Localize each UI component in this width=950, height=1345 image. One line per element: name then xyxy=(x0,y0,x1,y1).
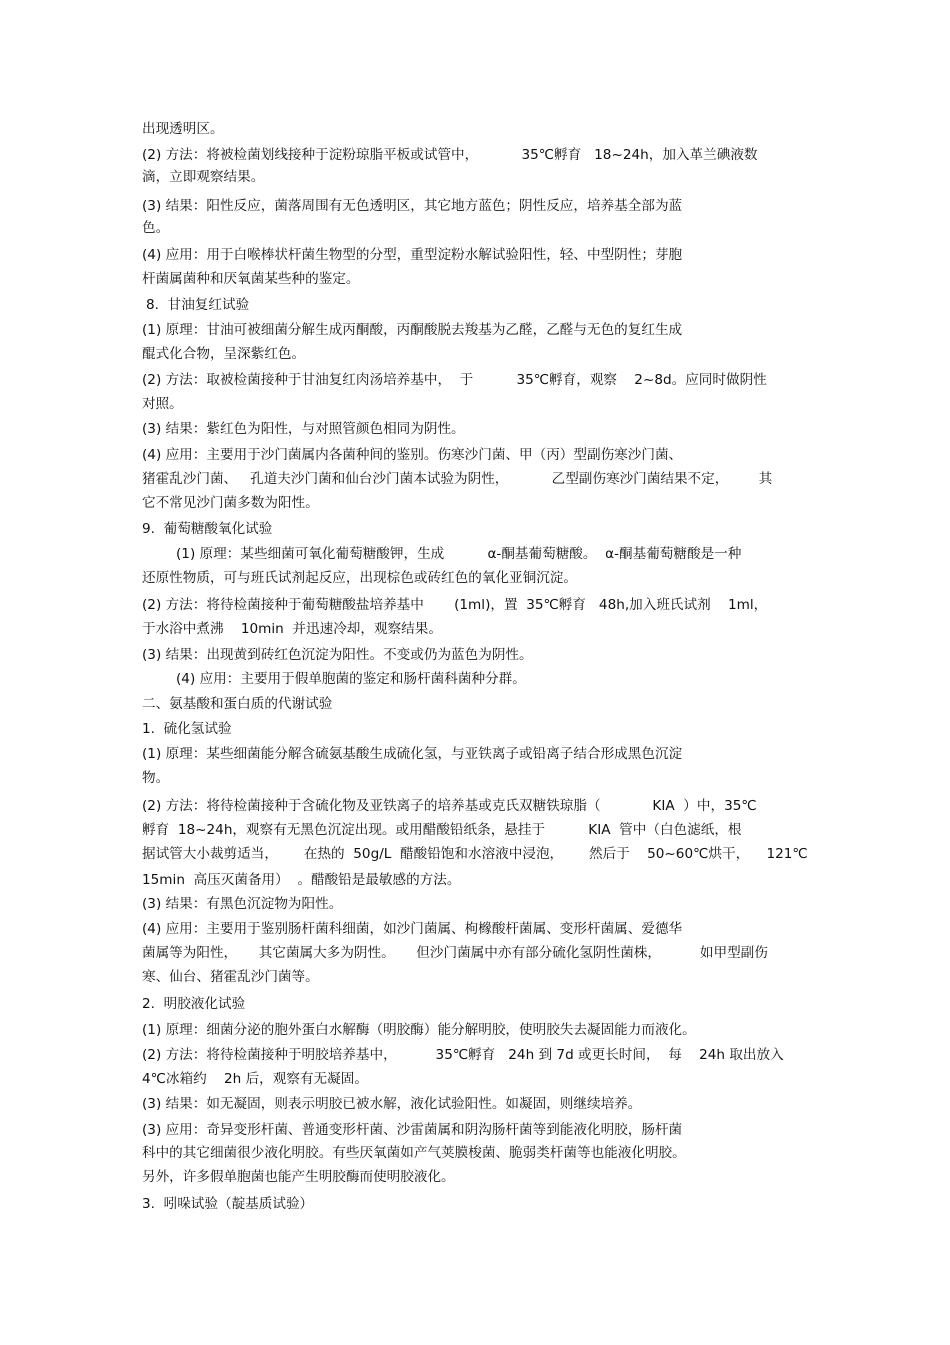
text-line: 物。 xyxy=(142,770,170,786)
text-line: 科中的其它细菌很少液化明胶。有些厌氧菌如产气荚膜梭菌、脆弱类杆菌等也能液化明胶。 xyxy=(142,1145,686,1161)
text-line: (4) 应用：主要用于沙门菌属内各菌种间的鉴别。伤寒沙门菌、甲（丙）型副伤寒沙门菌、 xyxy=(142,447,683,463)
text-line: 杆菌属菌种和厌氧菌某些种的鉴定。 xyxy=(142,271,360,287)
text-line: (3) 结果：阳性反应，菌落周围有无色透明区，其它地方蓝色；阴性反应，培养基全部为蓝 xyxy=(142,198,683,214)
text-line: 另外，许多假单胞菌也能产生明胶酶而使明胶液化。 xyxy=(142,1169,455,1185)
text-line: 孵育 18~24h，观察有无黑色沉淀出现。或用醋酸铅纸条，悬挂于 KIA 管中（白色滤纸，根 xyxy=(142,822,742,838)
text-line: 菌属等为阳性， 其它菌属大多为阴性。 但沙门菌属中亦有部分硫化氢阴性菌株， 如甲型副伤 xyxy=(142,945,768,961)
text-line: (2) 方法：取被检菌接种于甘油复红肉汤培养基中， 于 35℃孵育，观察 2~8d。应同时做阴性 xyxy=(142,372,767,388)
text-line: 出现透明区。 xyxy=(142,121,224,137)
text-line: 醌式化合物，呈深紫红色。 xyxy=(142,346,306,362)
text-line: (2) 方法：将被检菌划线接种于淀粉琼脂平板或试管中， 35℃孵育 18~24h，加入革兰碘液数 xyxy=(142,147,758,163)
text-line: (3) 应用：奇异变形杆菌、普通变形杆菌、沙雷菌属和阴沟肠杆菌等到能液化明胶，肠杆菌 xyxy=(142,1122,683,1138)
text-line: 色。 xyxy=(142,220,170,236)
text-line: (2) 方法：将待检菌接种于葡萄糖酸盐培养基中 (1ml)，置 35℃孵育 48h,加入班氏试剂 1ml， xyxy=(142,597,768,613)
text-line: 据试管大小裁剪适当， 在热的 50g/L 醋酸铅饱和水溶液中浸泡， 然后于 50~60℃烘干， 121℃ xyxy=(142,846,808,862)
text-line: 4℃冰箱约 2h 后，观察有无凝固。 xyxy=(142,1071,368,1087)
text-line: (3) 结果：如无凝固，则表示明胶已被水解，液化试验阳性。如凝固，则继续培养。 xyxy=(142,1096,642,1112)
text-line: 滴，立即观察结果。 xyxy=(142,169,265,185)
section-heading: 8. 甘油复红试验 xyxy=(146,297,250,313)
section-heading: 9. 葡萄糖酸氧化试验 xyxy=(142,521,273,537)
text-line: (4) 应用：用于白喉棒状杆菌生物型的分型，重型淀粉水解试验阳性，轻、中型阴性；芽胞 xyxy=(142,247,683,263)
text-line: (4) 应用：主要用于假单胞菌的鉴定和肠杆菌科菌种分群。 xyxy=(176,671,526,687)
text-line: (1) 原理：某些细菌能分解含硫氨基酸生成硫化氢，与亚铁离子或铅离子结合形成黑色沉淀 xyxy=(142,746,683,762)
text-line: 于水浴中煮沸 10min 并迅速冷却，观察结果。 xyxy=(142,621,442,637)
text-line: (3) 结果：有黑色沉淀物为阳性。 xyxy=(142,896,343,912)
text-line: (1) 原理：某些细菌可氧化葡萄糖酸钾，生成 α-酮基葡萄糖酸。 α-酮基葡萄糖酸是一种 xyxy=(176,546,742,562)
section-heading: 2. 明胶液化试验 xyxy=(142,996,246,1012)
text-line: 还原性物质，可与班氏试剂起反应，出现棕色或砖红色的氧化亚铜沉淀。 xyxy=(142,570,577,586)
text-line: (3) 结果：出现黄到砖红色沉淀为阳性。不变或仍为蓝色为阴性。 xyxy=(142,647,533,663)
text-line: 猪霍乱沙门菌、 孔道夫沙门菌和仙台沙门菌本试验为阴性， 乙型副伤寒沙门菌结果不定， 其 xyxy=(142,471,773,487)
section-heading: 1. 硫化氢试验 xyxy=(142,721,232,737)
section-heading: 3. 吲哚试验（靛基质试验） xyxy=(142,1196,314,1212)
text-line: (3) 结果：紫红色为阳性，与对照管颜色相同为阴性。 xyxy=(142,421,465,437)
text-line: 对照。 xyxy=(142,396,183,412)
text-line: 它不常见沙门菌多数为阳性。 xyxy=(142,495,319,511)
text-line: 寒、仙台、猪霍乱沙门菌等。 xyxy=(142,969,319,985)
text-line: 15min 高压灭菌备用） 。醋酸铅是最敏感的方法。 xyxy=(142,872,461,888)
text-line: (1) 原理：细菌分泌的胞外蛋白水解酶（明胶酶）能分解明胶，使明胶失去凝固能力而液化。 xyxy=(142,1022,696,1038)
text-line: (2) 方法：将待检菌接种于含硫化物及亚铁离子的培养基或克氏双糖铁琼脂（ KIA ）中，35℃ xyxy=(142,798,757,814)
text-line: (2) 方法：将待检菌接种于明胶培养基中， 35℃孵育 24h 到 7d 或更长时间， 每 24h 取出放入 xyxy=(142,1047,784,1063)
text-line: (4) 应用：主要用于鉴别肠杆菌科细菌，如沙门菌属、枸橼酸杆菌属、变形杆菌属、爱德华 xyxy=(142,921,683,937)
text-line: (1) 原理：甘油可被细菌分解生成丙酮酸，丙酮酸脱去羧基为乙醛，乙醛与无色的复红生成 xyxy=(142,322,683,338)
section-heading: 二、氨基酸和蛋白质的代谢试验 xyxy=(142,696,333,712)
